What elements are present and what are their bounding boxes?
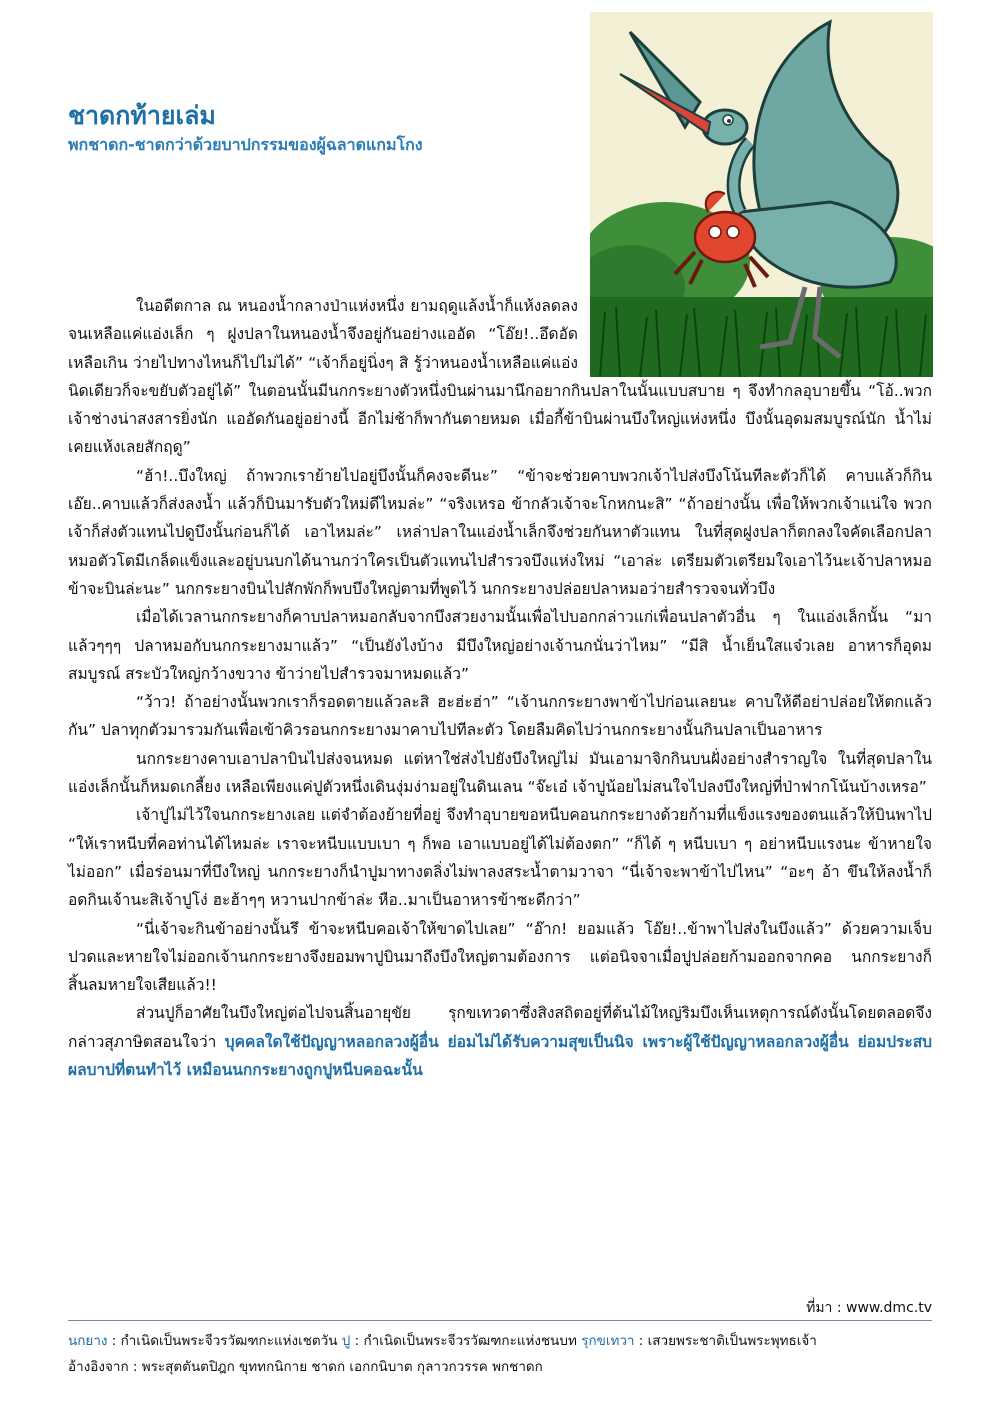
story-paragraph [68, 999, 932, 1084]
story-paragraph: “นี่เจ้าจะกินข้าอย่างนั้นรึ ข้าจะหนีบคอเจ้าให้ขาดไปเลย” “อ๊าก! ยอมแล้ว โอ๊ย!..ข้าพาไปส่งในบึงแล้ว” ด้วยความเจ็บปวดและหายใจไม่ออกเจ้านกกระยางจึงยอมพาปูบินมาถึงบึงใหญ่ตามต้องการ แต่อนิจจาเมื่อปูปล่อยก้ามออกจากคอ นกกระยางก็สิ้นลมหายใจเสียแล้ว!! [68, 919, 932, 995]
story-paragraph: เจ้าปูไม่ไว้ใจนกกระยางเลย แต่จำต้องย้ายที่อยู่ จึงทำอุบายขอหนีบคอนกกระยางด้วยก้ามที่แข็งแรงของตนแล้วให้บินพาไป “ให้เราหนีบที่คอท่านได้ไหมล่ะ เราจะหนีบแบบเบา ๆ ก็พอ เอาแบบอยู่ได้ไม่ต้องตก” “ก็ได้ ๆ หนีบเบา ๆ อย่าหนีบแรงนะ ข้าหายใจไม่ออก” เมื่อร่อนมาที่บึงใหญ่ นกกระยางก็นำปูมาทางตลิ่งไม่พาลงสระน้ำตามวาจา “นี่เจ้าจะพาข้าไปไหน” “อะๆ อ้า ขึนให้ลงน้ำก็อดกินเจ้านะสิเจ้าปูโง่ ฮะฮ้าๆๆ หวานปากข้าล่ะ หือ..มาเป็นอาหารข้าซะดีกว่า” [68, 806, 932, 910]
closing-text: ส่วนปูก็อาศัยในบึงใหญ่ต่อไปจนสิ้นอายุขัย รุกขเทวดาซึ่งสิงสถิตอยู่ที่ต้นไม้ใหญ่ริมบึงเห็นเหตุการณ์ดังนั้นโดยตลอดจึงกล่าวสุภาษิตสอนใจว่า [68, 1004, 932, 1051]
story-paragraph: “ว้าว! ถ้าอย่างนั้นพวกเราก็รอดตายแล้วละสิ ฮะฮ่ะฮ่า” “เจ้านกกระยางพาข้าไปก่อนเลยนะ คาบให้ดีอย่าปล่อยให้ตกแล้วกัน” ปลาทุกตัวมารวมกันเพื่อเข้าคิวรอนกกระยางมาคาบไปทีละตัว โดยลืมคิดไปว่านกกระยางนั้นกินปลาเป็นอาหาร [68, 693, 932, 740]
footer-notes [68, 1328, 932, 1380]
role-deity-label: รุกขเทวา [581, 1333, 635, 1349]
role-stork-text: : กำเนิดเป็นพระจีวรวัฒฑกะแห่งเชตวัน [107, 1333, 342, 1349]
stork-pupil [727, 119, 731, 123]
role-crab-text: : กำเนิดเป็นพระจีวรวัฒฑกะแห่งชนบท [350, 1333, 582, 1349]
crab-eye-right [727, 226, 739, 238]
crab-eye-left [709, 226, 721, 238]
character-roles [68, 1328, 932, 1354]
story-paragraph: เมื่อได้เวลานกกระยางก็คาบปลาหมอกลับจากบึงสวยงามนั้นเพื่อไปบอกกล่าวแก่เพื่อนปลาตัวอื่น ๆ ในแอ่งเล็กนั้น “มาแล้วๆๆๆ ปลาหมอกับนกกระยางมาแล้ว” “เป็นยังไงบ้าง มีบึงใหญ่อย่างเจ้านกนั่นว่าไหม” “มีสิ น้ำเย็นใสแจ๋วเลย อาหารก็อุดมสมบูรณ์ สระบัวใหญ่กว้างขวาง ข้าว่ายไปสำรวจมาหมดแล้ว” [68, 608, 932, 683]
moral-quote: บุคคลใดใช้ปัญญาหลอกลวงผู้อื่น ย่อมไม่ได้รับความสุขเป็นนิจ เพราะผู้ใช้ปัญญาหลอกลวงผู้อื่น ย่อมประสบผลบาปที่ตนทำไว้ เหมือนนกกระยางถูกปูหนีบคอฉะนั้น [68, 1032, 932, 1080]
role-deity-text: : เสวยพระชาติเป็นพระพุทธเจ้า [634, 1333, 817, 1349]
story-body [68, 292, 932, 1084]
footer-divider [68, 1320, 932, 1321]
story-paragraph: ในอดีตกาล ณ หนองน้ำกลางป่าแห่งหนึ่ง ยามฤดูแล้งน้ำก็แห้งลดลงจนเหลือแค่แอ่งเล็ก ๆ ฝูงปลาในหนองน้ำจึงอยู่กันอย่างแออัด “โอ๊ย!..อึดอัดเหลือเกิน ว่ายไปทางไหนก็ไปไม่ได้” “เจ้าก็อยู่นิ่งๆ สิ รู้ว่าหนองน้ำเหลือแค่แอ่งนิดเดียวก็จะขยับตัวอยู่ได้” ในตอนนั้นมีนกกระยางตัวหนึ่งบินผ่านมานึกอยากกินปลาในนั้นแบบสบาย ๆ จึงทำกลอุบายขึ้น “โอ้..พวกเจ้าช่างน่าสงสารยิ่งนัก แออัดกันอยู่อย่างนี้ อีกไม่ช้าก็พากันตายหมด เมื่อกี้ข้าบินผ่านบึงใหญ่แห่งหนึ่ง บึงนั้นอุดมสมบูรณ์นัก น้ำไม่เคยแห้งเลยสักฤดู” [68, 297, 932, 457]
page-subtitle: พกชาดก-ชาดกว่าด้วยบาปกรรมของผู้ฉลาดแกมโกง [68, 135, 423, 154]
story-paragraph: “ฮ้า!..บึงใหญ่ ถ้าพวกเราย้ายไปอยู่บึงนั้นก็คงจะดีนะ” “ข้าจะช่วยคาบพวกเจ้าไปส่งบึงโน้นทีละตัวก็ได้ คาบแล้วก็กิน เอ๊ย..คาบแล้วก็ส่งลงน้ำ แล้วก็บินมารับตัวใหม่ดีไหมล่ะ” “จริงเหรอ ข้ากลัวเจ้าจะโกหกนะสิ” “ถ้าอย่างนั้น เพื่อให้พวกเจ้าแน่ใจ พวกเจ้าก็ส่งตัวแทนไปดูบึงนั้นก่อนก็ได้ เอาไหมล่ะ” เหล่าปลาในแอ่งน้ำเล็กจึงช่วยกันหาตัวแทน ในที่สุดฝูงปลาก็ตกลงใจคัดเลือกปลาหมอตัวโตมีเกล็ดแข็งและอยู่บนบกได้นานกว่าใครเป็นตัวแทนไปสำรวจบึงแห่งใหม่ “เอาล่ะ เตรียมตัวเตรียมใจเอาไว้นะเจ้าปลาหมอ ข้าจะบินล่ะนะ” นกกระยางบินไปสักพักก็พบบึงใหญ่ตามที่พูดไว้ นกกระยางปล่อยปลาหมอว่ายสำรวจจนทั่วบึง [68, 466, 932, 598]
crab-body [695, 212, 755, 262]
page-title: ชาดกท้ายเล่ม [68, 101, 216, 130]
illustration-wrap-space [578, 292, 932, 376]
reference-line: อ้างอิงจาก : พระสุตตันตปิฎก ขุททกนิกาย ชาดก เอกกนิบาต กุลาวกวรรค พกชาดก [68, 1359, 543, 1375]
story-paragraph: นกกระยางคาบเอาปลาบินไปส่งจนหมด แต่หาใช่ส่งไปยังบึงใหญ่ไม่ มันเอามาจิกกินบนฝั่งอย่างสำราญใจ ในที่สุดปลาในแอ่งเล็กนั้นก็หมดเกลี้ยง เหลือเพียงแค่ปูตัวหนึ่งเดินงุ่มง่ามอยู่ในดินเลน “จ๊ะเอ๋ เจ้าปูน้อยไม่สนใจไปลงบึงใหญ่ที่ป่าฟากโน้นบ้างเหรอ” [68, 749, 932, 797]
role-crab-label: ปู [341, 1333, 351, 1349]
source-credit: ที่มา : www.dmc.tv [806, 1300, 932, 1316]
role-stork-label: นกยาง [68, 1333, 108, 1349]
